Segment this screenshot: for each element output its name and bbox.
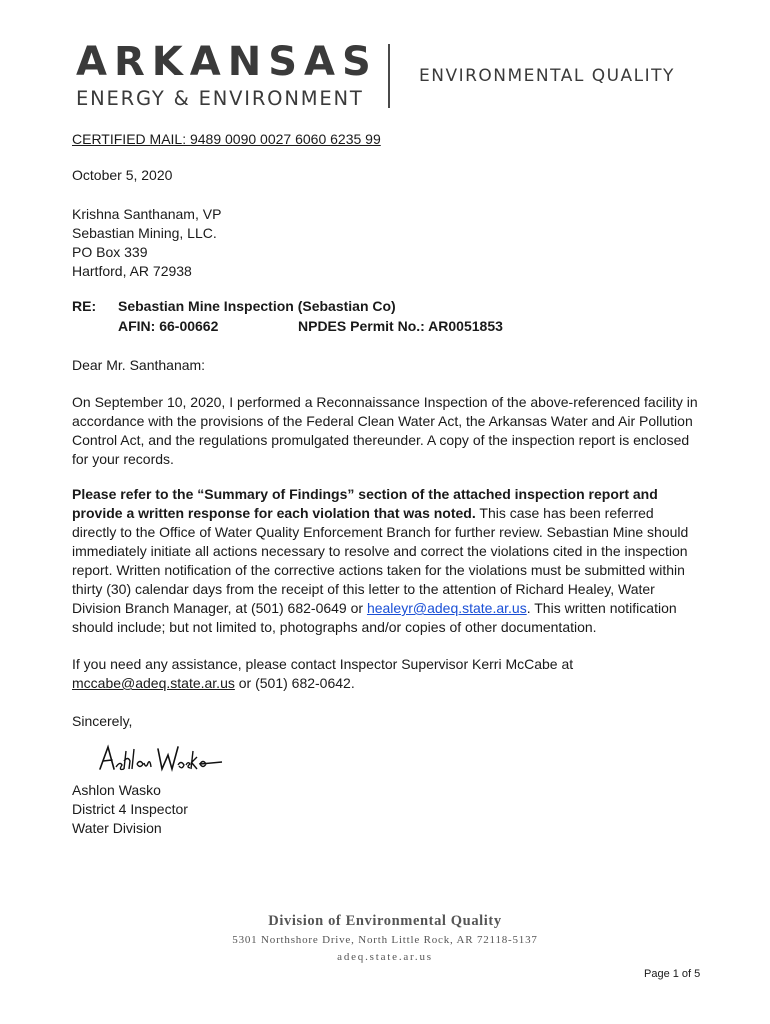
paragraph-line: If you need any assistance, please contact Inspector Supervisor Kerri McCabe at — [72, 656, 574, 672]
signer-block — [72, 781, 188, 838]
certified-mail: CERTIFIED MAIL: 9489 0090 0027 6060 6235 99 — [72, 131, 381, 147]
signer-name: Ashlon Wasko — [72, 782, 161, 798]
paragraph-line: directly to the Office of Water Quality Enforcement Branch for further review. Sebastian Mine should — [72, 524, 689, 540]
paragraph-line — [72, 674, 697, 693]
signature-image — [94, 739, 234, 779]
paragraph-line: for your records. — [72, 451, 174, 467]
bold-instruction: provide a written response for each violation that was noted. — [72, 505, 476, 521]
paragraph-line: thirty (30) calendar days from the receipt of this letter to the attention of Richard Healey, Water — [72, 581, 655, 597]
footer-website: adeq.state.ar.us — [337, 951, 433, 963]
paragraph-line: should include; but not limited to, photographs and/or copies of other documentation. — [72, 619, 597, 635]
re-subject: Sebastian Mine Inspection (Sebastian Co) — [118, 298, 396, 314]
paragraph-line: Please refer to the “Summary of Findings” section of the attached inspection report and — [72, 486, 658, 502]
logo-divider — [388, 44, 390, 108]
salutation: Dear Mr. Santhanam: — [72, 357, 206, 373]
signer-title: District 4 Inspector — [72, 801, 188, 817]
re-label: RE: — [72, 298, 97, 314]
paragraph-findings — [72, 485, 697, 637]
recipient-address — [72, 205, 221, 281]
paragraph-text: . This written notification — [526, 600, 677, 616]
paragraph-line: immediately initiate all actions necessary to resolve and correct the violations cited in the inspection — [72, 543, 688, 559]
paragraph-line: report. Written notification of the corrective actions taken for the violations must be submitted within — [72, 562, 685, 578]
paragraph-line: On September 10, 2020, I performed a Reconnaissance Inspection of the above-referenced facility in — [72, 394, 698, 410]
paragraph-line — [72, 504, 697, 523]
email-link-healey[interactable]: healeyr@adeq.state.ar.us — [366, 600, 527, 616]
footer-address: 5301 Northshore Drive, North Little Rock, AR 72118-5137 — [232, 934, 538, 946]
paragraph-text: Division Branch Manager, at (501) 682-0649 or — [72, 600, 367, 616]
logo-title: ARKANSAS — [76, 39, 378, 85]
paragraph-line — [72, 599, 697, 618]
recipient-city: Hartford, AR 72938 — [72, 263, 192, 279]
signature — [72, 733, 232, 781]
paragraph-inspection — [72, 393, 697, 469]
recipient-name: Krishna Santhanam, VP — [72, 206, 222, 222]
signer-division: Water Division — [72, 820, 162, 836]
paragraph-line: accordance with the provisions of the Federal Clean Water Act, the Arkansas Water and Air Pollution — [72, 413, 693, 429]
paragraph-text: or (501) 682-0642. — [234, 675, 355, 691]
email-link-mccabe[interactable]: mccabe@adeq.state.ar.us — [72, 675, 235, 691]
logo-subtitle: ENERGY & ENVIRONMENT — [76, 87, 364, 110]
re-afin: AFIN: 66-00662 — [118, 318, 219, 334]
paragraph-line: Control Act, and the regulations promulgated thereunder. A copy of the inspection report is enclosed — [72, 432, 690, 448]
page-number: Page 1 of 5 — [644, 968, 701, 980]
footer-division-name: Division of Environmental Quality — [268, 913, 502, 929]
letter-date: October 5, 2020 — [72, 167, 173, 183]
closing: Sincerely, — [72, 713, 133, 729]
recipient-po-box: PO Box 339 — [72, 244, 148, 260]
recipient-company: Sebastian Mining, LLC. — [72, 225, 217, 241]
paragraph-assistance — [72, 655, 697, 693]
re-npdes-permit: NPDES Permit No.: AR0051853 — [298, 318, 503, 334]
logo-division: ENVIRONMENTAL QUALITY — [419, 66, 675, 86]
paragraph-text: This case has been referred — [475, 505, 654, 521]
